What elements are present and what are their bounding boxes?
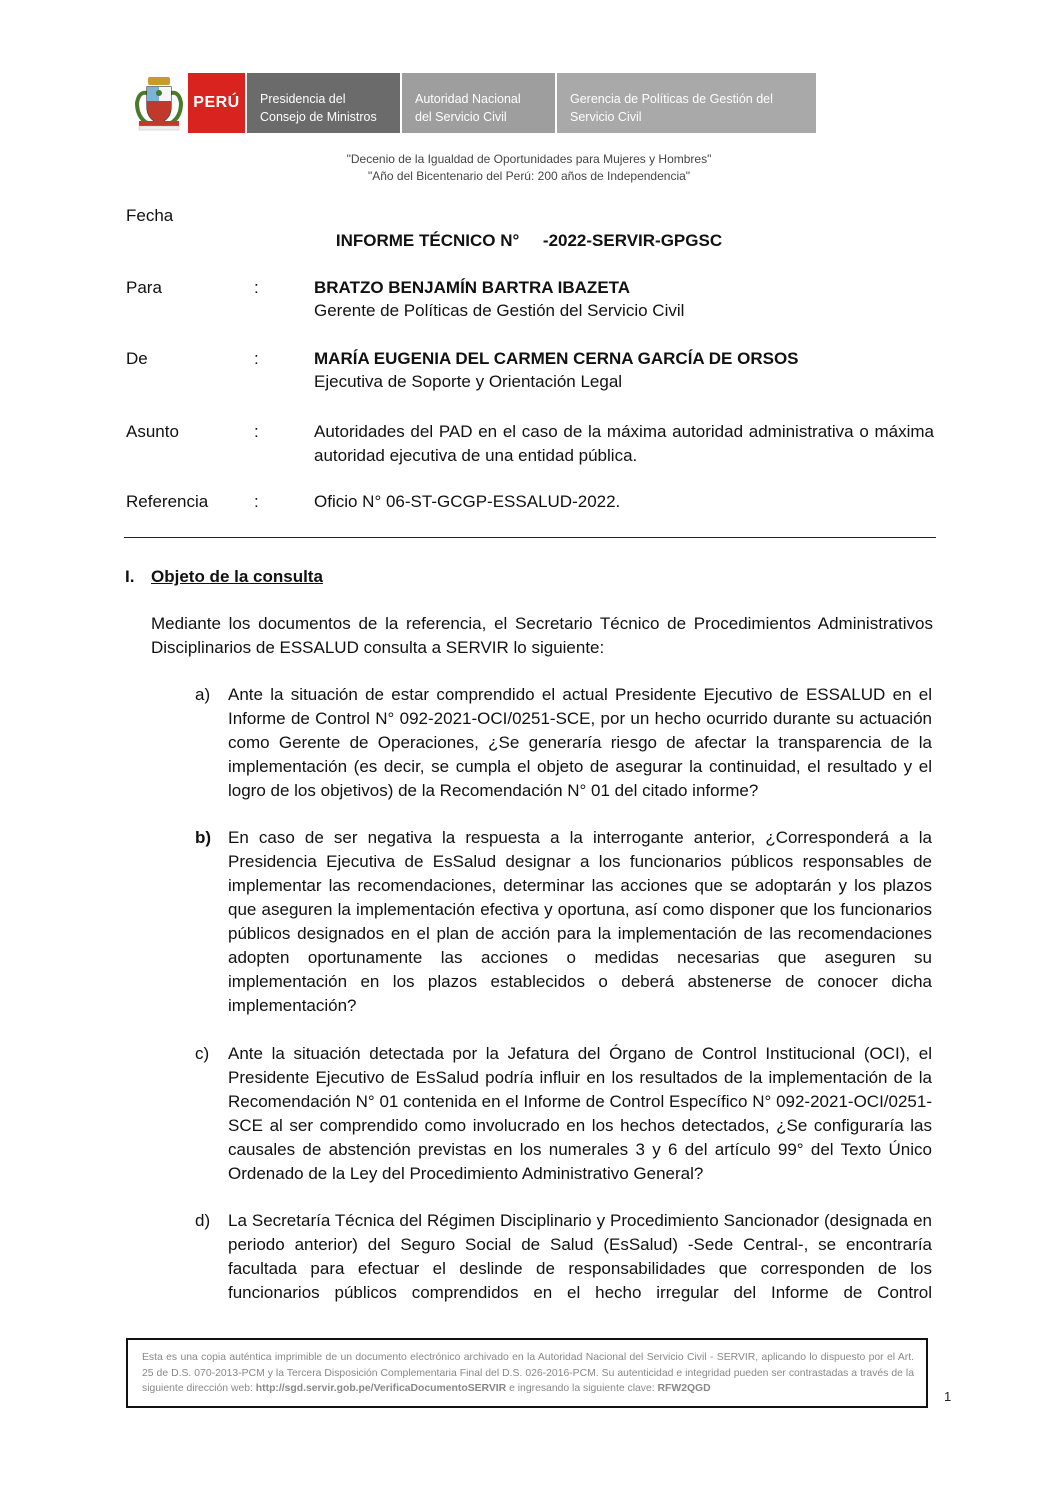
decenio-line2: "Año del Bicentenario del Perú: 200 años de Independencia" (367, 169, 691, 183)
para-role: Gerente de Políticas de Gestión del Servicio Civil (314, 301, 685, 320)
asunto-label: Asunto (126, 422, 179, 441)
para-label: Para (126, 278, 162, 297)
peru-label: PERÚ (193, 94, 240, 111)
org1-line2: Consejo de Ministros (260, 110, 377, 124)
para-name: BRATZO BENJAMÍN BARTRA IBAZETA (314, 278, 631, 297)
referencia-colon: : (254, 492, 259, 511)
verification-url[interactable]: http://sgd.servir.gob.pe/VerificaDocumentoSERVIR (255, 1383, 507, 1394)
org3-line1: Gerencia de Políticas de Gestión del (570, 92, 773, 106)
footer-text-b: e ingresando la siguiente clave: (506, 1383, 658, 1394)
fecha-label: Fecha (126, 206, 174, 225)
org2-line1: Autoridad Nacional (415, 92, 521, 106)
item-text-d: La Secretaría Técnica del Régimen Disciplinario y Procedimiento Sancionador (designada en periodo anterior) del Seguro Social de Salud (EsSalud) -Sede Central-, se encontraría facultada para efectuar el deslinde de responsabilidades que corresponden de los funcionarios públicos comprendidos en el hecho irregular del Informe de Control (228, 1211, 932, 1302)
item-text-b: En caso de ser negativa la respuesta a la interrogante anterior, ¿Corresponderá a la Presidencia Ejecutiva de EsSalud designar a los funcionarios públicos responsables de implementar las recomendaciones, determinar las acciones que se adoptarán y los plazos que aseguren la implementación efectiva y oportuna, así como disponer que los funcionarios públicos designados en el plan de acción para la implementación de las recomendaciones adopten oportunamente las acciones o medidas necesarias que aseguren su implementación en los plazos establecidos o deberá abstenerse de conocer dicha implementación? (228, 828, 932, 1015)
asunto-colon: : (254, 422, 259, 441)
org3-line2: Servicio Civil (570, 110, 642, 124)
section-intro: Mediante los documentos de la referencia, el Secretario Técnico de Procedimientos Administrativos Disciplinarios de ESSALUD consulta a SERVIR lo siguiente: (151, 614, 933, 657)
item-letter-c: c) (195, 1044, 210, 1063)
footer-text-a: Esta es una copia auténtica imprimible de un documento electrónico archivado en la Autoridad Nacional del Servicio Civil - SERVIR, aplicando lo dispuesto por el Art. 25 de D.S. 070-2013-PCM y la Tercera Disposición Complementaria Final del D.S. 026-2016-PCM. Su autenticidad e integridad pueden ser contrastadas a través de la siguiente dirección web: (142, 1352, 914, 1394)
referencia-label: Referencia (126, 492, 209, 511)
peru-logo (188, 73, 245, 133)
coat-of-arms-icon (133, 73, 185, 133)
org-gpgsc-box (557, 73, 816, 133)
item-text-a: Ante la situación de estar comprendido el actual Presidente Ejecutivo de ESSALUD en el Informe de Control N° 092-2021-OCI/0251-SCE, por un hecho ocurrido durante su actuación como Gerente de Operaciones, ¿Se generaría riesgo de afectar la transparencia de la implementación (es decir, se cumpla el objeto de asegurar la continuidad, el resultado y el logro de los objetivos) de la Recomendación N° 01 del citado informe? (228, 685, 932, 800)
authenticity-footer (126, 1338, 928, 1408)
page-number: 1 (944, 1389, 952, 1404)
item-letter-d: d) (195, 1211, 211, 1230)
org1-line1: Presidencia del (260, 92, 346, 106)
para-colon: : (254, 278, 259, 297)
item-letter-a: a) (195, 685, 211, 704)
divider (124, 537, 936, 538)
de-name: MARÍA EUGENIA DEL CARMEN CERNA GARCÍA DE ORSOS (314, 349, 799, 368)
org-servir-box (402, 73, 555, 133)
item-text-c: Ante la situación detectada por la Jefatura del Órgano de Control Institucional (OCI), el Presidente Ejecutivo de EsSalud podría influir en los resultados de la implementación de la Recomendación N° 01 contenida en el Informe de Control Específico N° 092-2021-OCI/0251-SCE al ser comprendido como involucrado en los hechos detectados, ¿Se configuraría las causales de abstención previstas en los numerales 3 y 6 del artículo 99° del Texto Único Ordenado de la Ley del Procedimiento Administrativo General? (228, 1044, 932, 1183)
de-label: De (126, 349, 148, 368)
item-letter-b: b) (195, 828, 212, 847)
org-pcm-box (247, 73, 400, 133)
decenio-line1: "Decenio de la Igualdad de Oportunidades para Mujeres y Hombres" (346, 152, 712, 166)
de-role: Ejecutiva de Soporte y Orientación Legal (314, 372, 623, 391)
verification-key: RFW2QGD (657, 1383, 711, 1394)
referencia-text: Oficio N° 06-ST-GCGP-ESSALUD-2022. (314, 492, 621, 511)
section-title: Objeto de la consulta (151, 567, 323, 586)
section-number: I. (125, 567, 135, 586)
de-colon: : (254, 349, 259, 368)
org2-line2: del Servicio Civil (415, 110, 507, 124)
asunto-text: Autoridades del PAD en el caso de la máxima autoridad administrativa o máxima autoridad ejecutiva de una entidad pública. (314, 422, 934, 465)
report-title: INFORME TÉCNICO N° -2022-SERVIR-GPGSC (335, 231, 723, 250)
